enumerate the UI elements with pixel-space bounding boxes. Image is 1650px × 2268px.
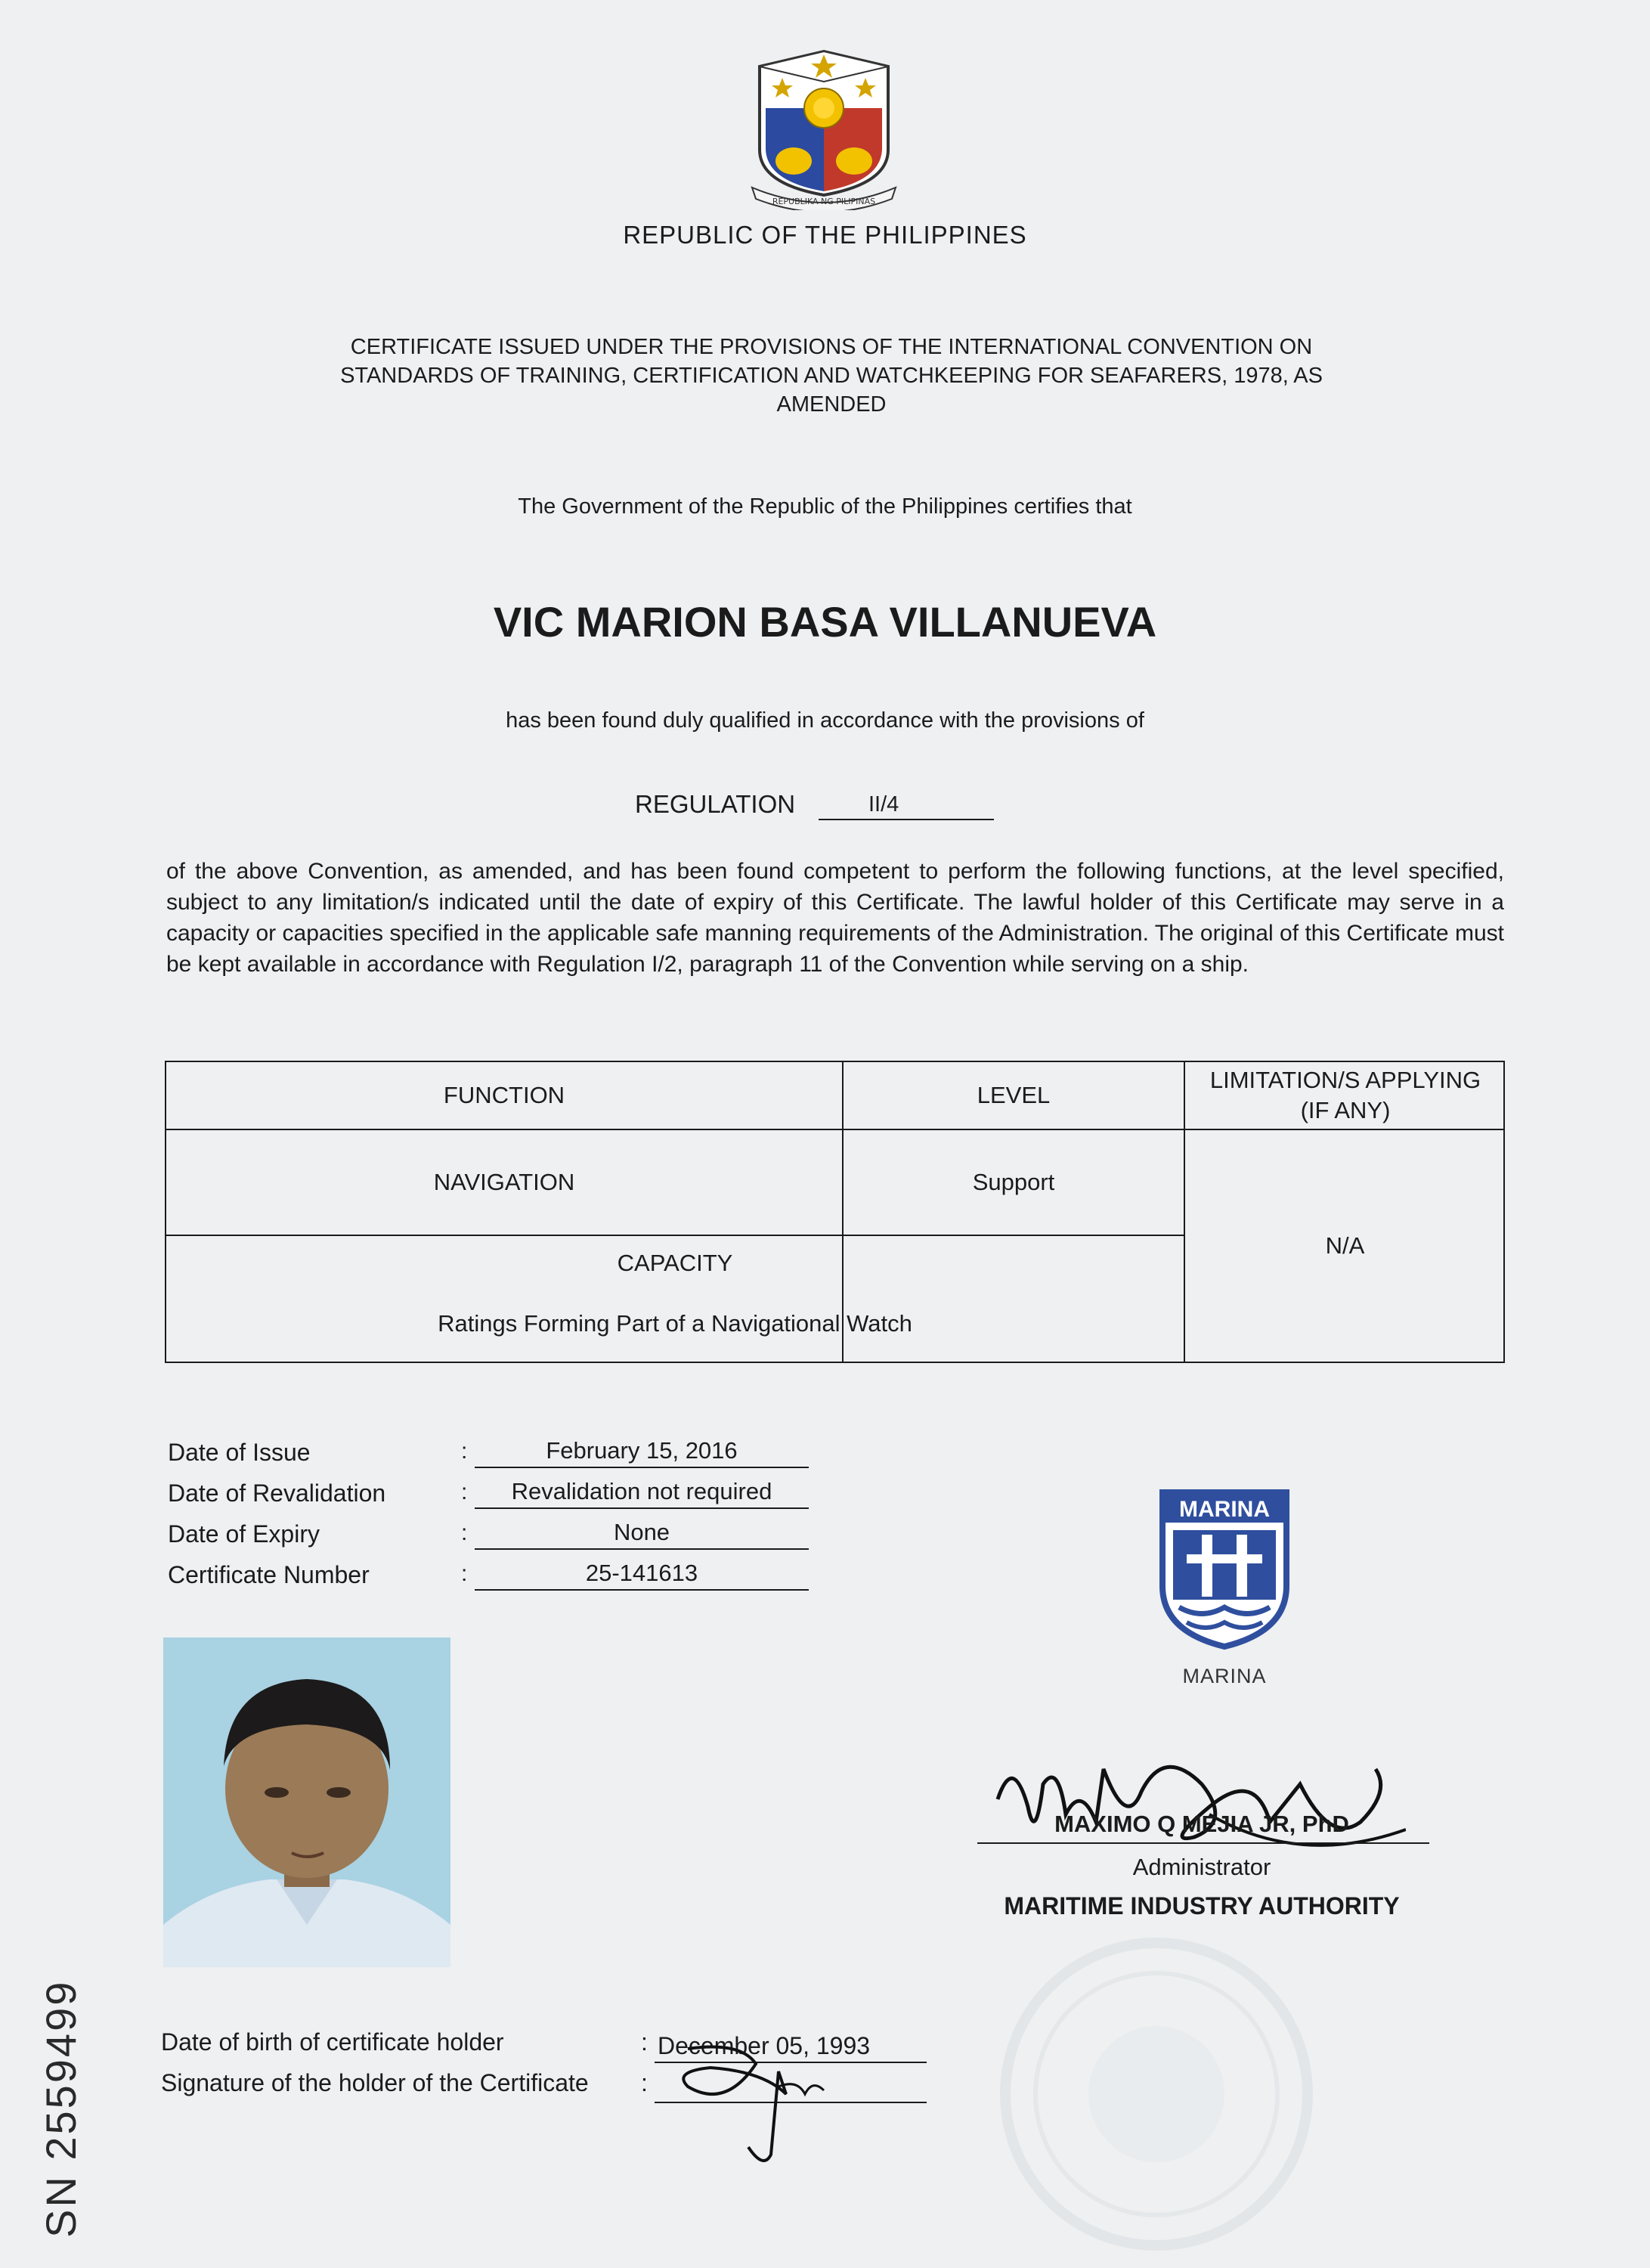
competence-paragraph: of the above Convention, as amended, and has been found competent to perform the following functions, at the level specified, subject to any limitation/s indicated until the date of expiry of this Certificate. The lawful holder of this Certificate may serve in a capacity or capacities specified in the applicable safe manning requirements of the Administration. The original of this Certificate must be kept available in accordance with Regulation I/2, paragraph 11 of the Convention while serving on a ship. [166,859,1504,977]
dob-value: December 05, 1993 [655,2030,927,2063]
marina-logo [1156,1488,1292,1651]
expiry-date-value: None [475,1517,809,1550]
qualified-statement: has been found duly qualified in accordance with the provisions of [506,708,1144,733]
level-value: Support [972,1169,1055,1195]
header-level: LEVEL [977,1082,1051,1108]
svg-text:REPUBLIKA NG PILIPINAS: REPUBLIKA NG PILIPINAS [772,197,876,206]
revalidation-date-value: Revalidation not required [475,1476,809,1509]
certificate-number-label: Certificate Number [168,1561,370,1588]
capacity-label: CAPACITY [617,1250,733,1276]
embossed-dry-seal [975,1920,1338,2253]
issue-date-value: February 15, 2016 [475,1435,809,1468]
capacity-value: Ratings Forming Part of a Navigational Watch [438,1310,912,1337]
certifies-statement: The Government of the Republic of the Philippines certifies that [518,494,1132,519]
administrator-name: MAXIMO Q MEJIA JR, PhD [1054,1811,1349,1837]
philippine-coat-of-arms-seal [745,36,903,210]
separator: : [461,1520,468,1545]
issue-date-label: Date of Issue [168,1439,311,1466]
dob-label: Date of birth of certificate holder [161,2028,504,2056]
separator: : [461,1439,468,1464]
holder-signature-label: Signature of the holder of the Certificate [161,2069,589,2096]
separator: : [461,1561,468,1586]
separator: : [641,2069,648,2096]
limitations-value: N/A [1325,1232,1365,1259]
certificate-heading: CERTIFICATE ISSUED UNDER THE PROVISIONS OF THE INTERNATIONAL CONVENTION ON STANDARDS OF TRAINING, CERTIFICATION AND WATCHKEEPING FOR SEAFARERS, 1978, AS AMENDED [340,335,1323,417]
table-divider [166,1235,1185,1236]
separator: : [641,2028,648,2056]
administrator-title: Administrator [1132,1854,1271,1880]
regulation-value: II/4 [819,790,994,820]
holder-name: VIC MARION BASA VILLANUEVA [493,598,1157,646]
marina-label: MARINA [1182,1665,1267,1687]
separator: : [461,1479,468,1504]
function-table [165,1061,1505,1363]
serial-number: SN 2559499 [37,1979,85,2238]
header-function: FUNCTION [443,1082,565,1108]
holder-photo [163,1637,450,1967]
regulation-label: REGULATION [635,790,796,818]
country-title: REPUBLIC OF THE PHILIPPINES [623,221,1027,249]
svg-text:MARINA: MARINA [1179,1497,1270,1522]
signature-line [977,1842,1429,1844]
holder-signature [665,2026,862,2162]
certificate-number-value: 25-141613 [475,1557,809,1591]
revalidation-date-label: Date of Revalidation [168,1479,386,1507]
function-value: NAVIGATION [433,1169,575,1195]
expiry-date-label: Date of Expiry [168,1520,320,1548]
issuing-authority: MARITIME INDUSTRY AUTHORITY [1004,1892,1400,1919]
header-limitations: LIMITATION/S APPLYING (IF ANY) [1209,1067,1481,1123]
